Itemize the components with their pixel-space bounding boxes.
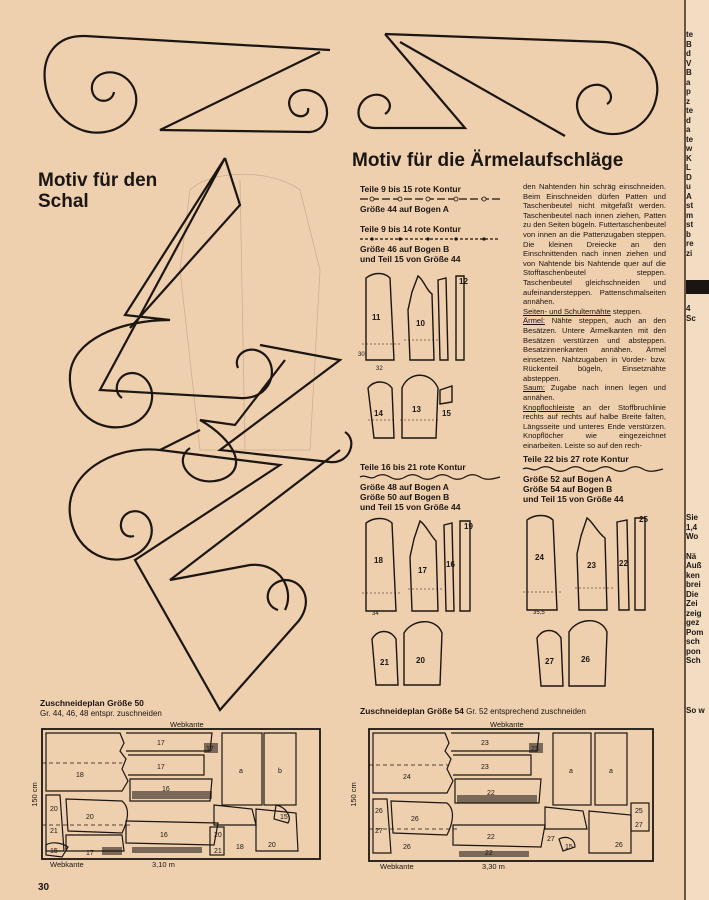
svg-text:10: 10 <box>416 319 425 328</box>
svg-text:21: 21 <box>214 848 222 855</box>
cutting-plan-2-title: Zuschneideplan Größe 54 Gr. 52 entsprechend zuschneiden <box>360 706 586 716</box>
svg-text:34: 34 <box>372 611 379 617</box>
svg-text:17: 17 <box>157 764 165 771</box>
svg-text:27: 27 <box>547 836 555 843</box>
svg-text:18: 18 <box>76 772 84 779</box>
instructions-paragraph-2: Seiten- und Schulternähte steppen. <box>523 306 643 316</box>
sewing-instructions <box>523 182 666 451</box>
svg-text:23: 23 <box>587 561 596 570</box>
svg-text:27: 27 <box>375 828 383 835</box>
instructions-paragraph-4: Saum: Zugabe nach innen legen und annähen. <box>523 383 666 403</box>
adjacent-page-strip: te B d V B a p z te d a te w K L D u A st m st b re zi 4 Sc Sie 1,4 Wo Nä Auß ken brei Die Zei zeig gez Pom sch pon Sch So w <box>684 0 709 900</box>
svg-text:32: 32 <box>376 366 383 372</box>
section-4-sizes: Größe 52 auf Bogen A Größe 54 auf Bogen B und Teil 15 von Größe 44 <box>523 474 624 504</box>
section-1-heading: Teile 9 bis 15 rote Kontur <box>360 184 461 194</box>
svg-text:20: 20 <box>416 656 425 665</box>
plan-1-width: 150 cm <box>29 782 39 807</box>
svg-text:15: 15 <box>565 844 573 851</box>
svg-text:27: 27 <box>635 822 643 829</box>
svg-text:20: 20 <box>50 806 58 813</box>
svg-text:27: 27 <box>545 657 554 666</box>
svg-text:20: 20 <box>86 814 94 821</box>
svg-text:13: 13 <box>412 405 421 414</box>
pattern-pieces-set-1 <box>360 270 520 450</box>
svg-text:26: 26 <box>403 844 411 851</box>
svg-text:23: 23 <box>531 746 539 753</box>
contour-line-icon <box>360 236 500 242</box>
svg-text:24: 24 <box>535 553 544 562</box>
contour-line-icon <box>360 196 500 202</box>
svg-text:21: 21 <box>380 658 389 667</box>
sleeve-motif-title: Motiv für die Ärmelaufschläge <box>352 150 624 171</box>
svg-text:17: 17 <box>418 566 427 575</box>
contour-line-icon <box>360 474 500 480</box>
svg-text:22: 22 <box>487 834 495 841</box>
svg-text:18: 18 <box>236 844 244 851</box>
svg-text:16: 16 <box>160 832 168 839</box>
page-number: 30 <box>38 882 50 893</box>
plan-2-length: 3,30 m <box>482 862 505 871</box>
svg-text:15: 15 <box>50 848 58 855</box>
svg-text:30: 30 <box>358 352 365 358</box>
shawl-motif-title: Motiv für den Schal <box>38 170 158 212</box>
svg-text:22: 22 <box>487 790 495 797</box>
contour-line-icon <box>523 466 663 472</box>
svg-text:26: 26 <box>581 655 590 664</box>
svg-text:17: 17 <box>157 740 165 747</box>
svg-text:22: 22 <box>485 850 493 857</box>
shawl-motif-large <box>40 150 350 715</box>
svg-text:b: b <box>278 768 282 775</box>
svg-text:17: 17 <box>86 850 94 857</box>
svg-text:18: 18 <box>374 556 383 565</box>
svg-text:15: 15 <box>442 409 451 418</box>
svg-text:25: 25 <box>635 808 643 815</box>
shawl-motif-top-left <box>40 32 330 147</box>
pattern-pieces-set-2 <box>360 515 520 685</box>
section-1-size: Größe 44 auf Bogen A <box>360 204 449 214</box>
plan-2-width: 150 cm <box>348 782 358 807</box>
plan-2-webkante-top: Webkante <box>490 720 524 729</box>
svg-text:12: 12 <box>459 277 468 286</box>
plan-1-webkante-bottom: Webkante <box>50 860 84 869</box>
instructions-paragraph-3: Ärmel: Nähte steppen, auch an den Besätzen. Untere Ärmelkanten mit den Besätzen verstürzen und absteppen. Besatzinnenkanten annähen. Ärmel einsetzen. Nahtzugaben in Vorder- bzw. Rückenteil bügeln, Einsetznähte absteppen. <box>523 316 666 383</box>
plan-1-webkante-top: Webkante <box>170 720 204 729</box>
section-3-sizes: Größe 48 auf Bogen A Größe 50 auf Bogen B und Teil 15 von Größe 44 <box>360 482 461 512</box>
svg-text:35,5: 35,5 <box>533 610 545 616</box>
svg-text:25: 25 <box>639 515 648 524</box>
svg-text:a: a <box>239 768 243 775</box>
instructions-paragraph-1: den Nahtenden hin schräg einschneiden. Beim Einschneiden dürfen Patten und Taschenbeutel nicht mitgefaßt werden. Taschenbeutel nach innen ziehen, Patten zu den Seiten bügeln. Futtertaschenbeutel von innen an die Pattenzugaben steppen. Die kleinen Dreiecke an den Einschnittenden nach innen ziehen und von Nahtende bis Nahtende quer auf die Stofftaschenbeutel steppen. Taschenbeutel gleichschneiden und aufeinandersteppen. Pattenschmalseiten annähen. <box>523 182 666 307</box>
svg-text:14: 14 <box>374 409 383 418</box>
svg-text:16: 16 <box>162 786 170 793</box>
svg-text:22: 22 <box>619 559 628 568</box>
svg-text:20: 20 <box>214 832 222 839</box>
svg-text:26: 26 <box>375 808 383 815</box>
cutting-plan-1-title: Zuschneideplan Größe 50 Gr. 44, 46, 48 entspr. zuschneiden <box>40 698 162 718</box>
svg-text:21: 21 <box>50 828 58 835</box>
section-2-heading: Teile 9 bis 14 rote Kontur <box>360 224 461 234</box>
svg-text:20: 20 <box>268 842 276 849</box>
svg-text:16: 16 <box>446 560 455 569</box>
shawl-motif-top-right <box>355 28 665 148</box>
svg-text:11: 11 <box>372 313 381 322</box>
svg-text:23: 23 <box>481 740 489 747</box>
svg-text:24: 24 <box>403 774 411 781</box>
instructions-paragraph-5: Knopflochleiste an der Stoffbruchlinie rechts auf rechts auf halbe Breite falten, Längsseite und unteres Ende verstürzen. Knopflöcher wie eingezeichnet einarbeiten. Leiste so auf den rech- <box>523 402 666 451</box>
cutting-plan-2 <box>369 729 653 861</box>
section-2-sizes: Größe 46 auf Bogen B und Teil 15 von Größe 44 <box>360 244 461 264</box>
plan-1-length: 3,10 m <box>152 860 175 869</box>
svg-text:26: 26 <box>411 816 419 823</box>
plan-2-webkante-bottom: Webkante <box>380 862 414 871</box>
section-4-heading: Teile 22 bis 27 rote Kontur <box>523 454 629 464</box>
svg-text:a: a <box>609 768 613 775</box>
pattern-pieces-set-3 <box>523 512 683 687</box>
svg-text:15: 15 <box>280 814 288 821</box>
svg-text:23: 23 <box>481 764 489 771</box>
svg-text:17: 17 <box>206 746 214 753</box>
svg-text:19: 19 <box>464 522 473 531</box>
cutting-plan-1 <box>42 729 320 859</box>
svg-text:a: a <box>569 768 573 775</box>
section-3-heading: Teile 16 bis 21 rote Kontur <box>360 462 466 472</box>
svg-text:26: 26 <box>615 842 623 849</box>
